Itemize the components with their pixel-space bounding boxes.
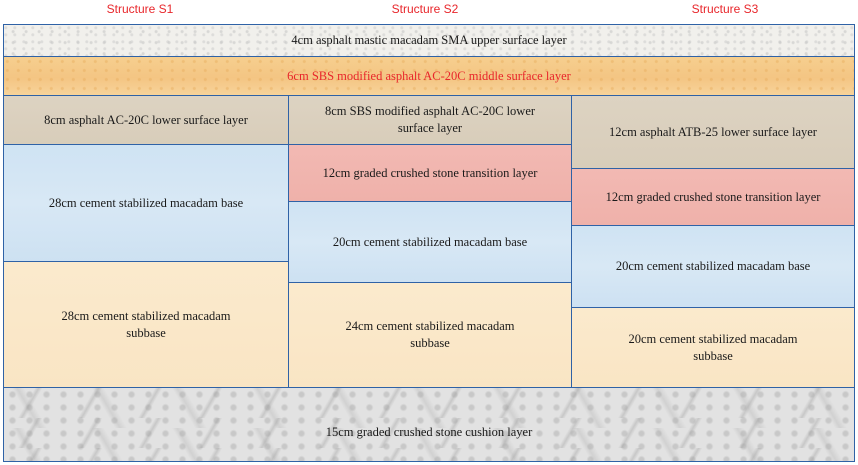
layer-label-line2: subbase bbox=[693, 348, 733, 363]
s2-lower-surface-layer bbox=[288, 95, 572, 145]
s1-subbase-layer bbox=[3, 261, 289, 388]
layer-cushion bbox=[3, 387, 855, 462]
header-structure-s3: Structure S3 bbox=[691, 2, 759, 16]
s3-transition-layer bbox=[571, 168, 855, 226]
layer-label-line2: subbase bbox=[126, 325, 166, 340]
layer-label: 12cm graded crushed stone transition layer bbox=[322, 165, 538, 180]
layer-label-line1: 28cm cement stabilized macadam bbox=[61, 308, 231, 323]
layer-label-line2: surface layer bbox=[397, 121, 463, 135]
s2-subbase-layer bbox=[288, 282, 572, 388]
layer-sma-upper-surface bbox=[3, 24, 855, 57]
layer-label-line1: 24cm cement stabilized macadam bbox=[345, 319, 515, 334]
s2-transition-layer bbox=[288, 144, 572, 202]
layer-label: 4cm asphalt mastic macadam SMA upper surface layer bbox=[291, 33, 567, 48]
layer-label: 15cm graded crushed stone cushion layer bbox=[325, 425, 533, 440]
s3-base-layer bbox=[571, 225, 855, 308]
s1-base-layer bbox=[3, 144, 289, 262]
s3-subbase-layer bbox=[571, 307, 855, 388]
layer-label: 20cm cement stabilized macadam base bbox=[615, 259, 811, 274]
header-structure-s2: Structure S2 bbox=[391, 2, 459, 16]
layer-label: 28cm cement stabilized macadam base bbox=[48, 195, 244, 210]
layer-label: 8cm asphalt AC-20C lower surface layer bbox=[44, 112, 248, 127]
layer-label-line1: 8cm SBS modified asphalt AC-20C lower bbox=[324, 104, 536, 119]
layer-label: 12cm asphalt ATB-25 lower surface layer bbox=[609, 124, 817, 139]
layer-sbs-middle-surface bbox=[3, 56, 855, 96]
s2-base-layer bbox=[288, 201, 572, 283]
s1-lower-surface-layer bbox=[3, 95, 289, 145]
header-structure-s1: Structure S1 bbox=[106, 2, 174, 16]
layer-label: 6cm SBS modified asphalt AC-20C middle surface layer bbox=[287, 68, 571, 83]
s3-lower-surface-layer bbox=[571, 95, 855, 169]
layer-label-line2: subbase bbox=[410, 336, 450, 350]
layer-label-line1: 20cm cement stabilized macadam bbox=[628, 331, 798, 346]
layer-label: 12cm graded crushed stone transition layer bbox=[605, 189, 821, 204]
layer-label: 20cm cement stabilized macadam base bbox=[332, 234, 528, 249]
